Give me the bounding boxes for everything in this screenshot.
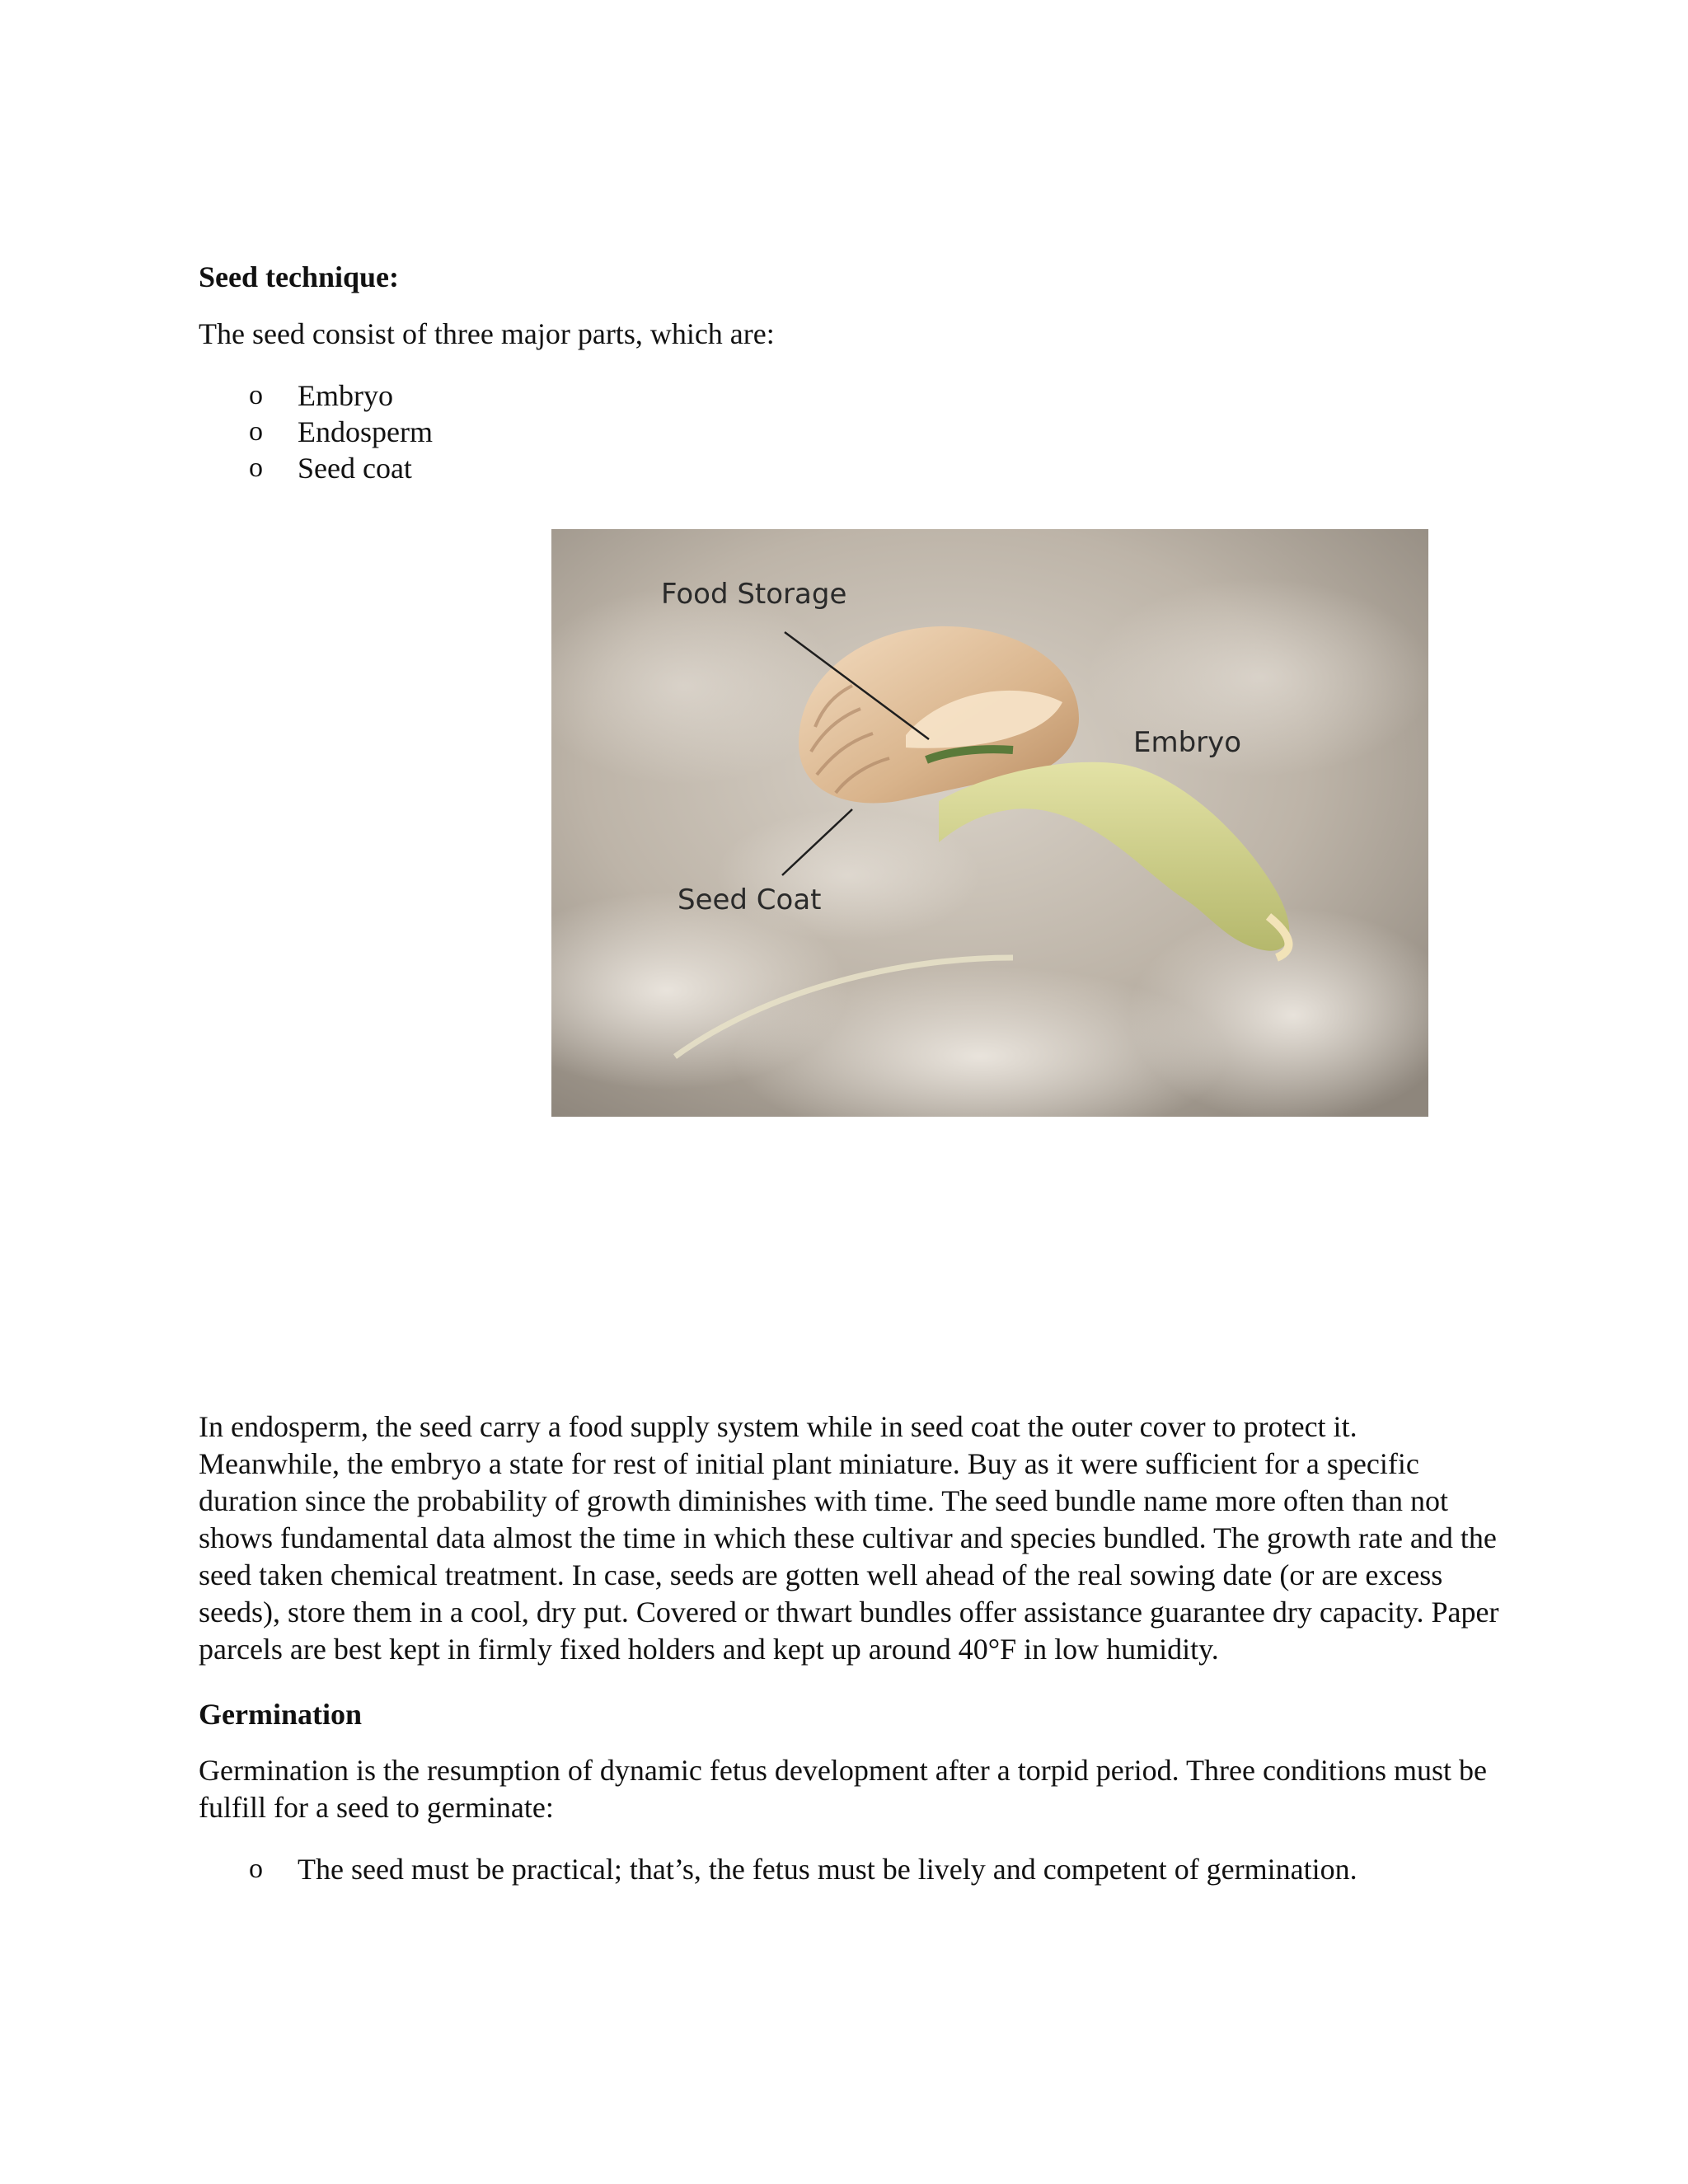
germination-intro: Germination is the resumption of dynamic fetus development after a torpid period. Three conditions must be fulfill for a seed to germinate: <box>199 1754 1487 1824</box>
section-heading-seed-technique: Seed technique: <box>199 260 399 293</box>
list-item-text: The seed must be practical; that’s, the fetus must be lively and competent of germination. <box>298 1853 1357 1886</box>
seed-parts-list <box>199 377 433 486</box>
food-storage-label: Food Storage <box>661 578 847 611</box>
list-item <box>199 414 433 450</box>
list-item-text: Embryo <box>298 379 393 412</box>
bullet-icon: o <box>249 416 263 447</box>
list-item-text: Endosperm <box>298 415 433 448</box>
bullet-icon: o <box>249 452 263 483</box>
list-item-text: Seed coat <box>298 452 412 485</box>
embryo-label: Embryo <box>1133 726 1242 759</box>
list-item <box>199 1851 1357 1887</box>
list-item <box>199 377 433 414</box>
bullet-icon: o <box>249 1854 263 1884</box>
section-heading-germination: Germination <box>199 1698 362 1731</box>
seed-illustration <box>551 529 1428 1117</box>
seed-parts-intro: The seed consist of three major parts, which are: <box>199 317 775 350</box>
bullet-icon: o <box>249 380 263 410</box>
list-item <box>199 450 433 486</box>
germination-conditions-list <box>199 1851 1357 1887</box>
seed-coat-label: Seed Coat <box>678 883 822 916</box>
seed-diagram-photo <box>551 529 1428 1117</box>
seed-description-paragraph: In endosperm, the seed carry a food supply system while in seed coat the outer cover to protect it. Meanwhile, the embryo a state for rest of initial plant miniature. Buy as it were sufficient for a specific duration since the probability of growth diminishes with time. The seed bundle name more often than not shows fundamental data almost the time in which these cultivar and species bundled. The growth rate and the seed taken chemical treatment. In case, seeds are gotten well ahead of the real sowing date (or are excess seeds), store them in a cool, dry put. Covered or thwart bundles offer assistance guarantee dry capacity. Paper parcels are best kept in firmly fixed holders and kept up around 40°F in low humidity. <box>199 1410 1499 1666</box>
